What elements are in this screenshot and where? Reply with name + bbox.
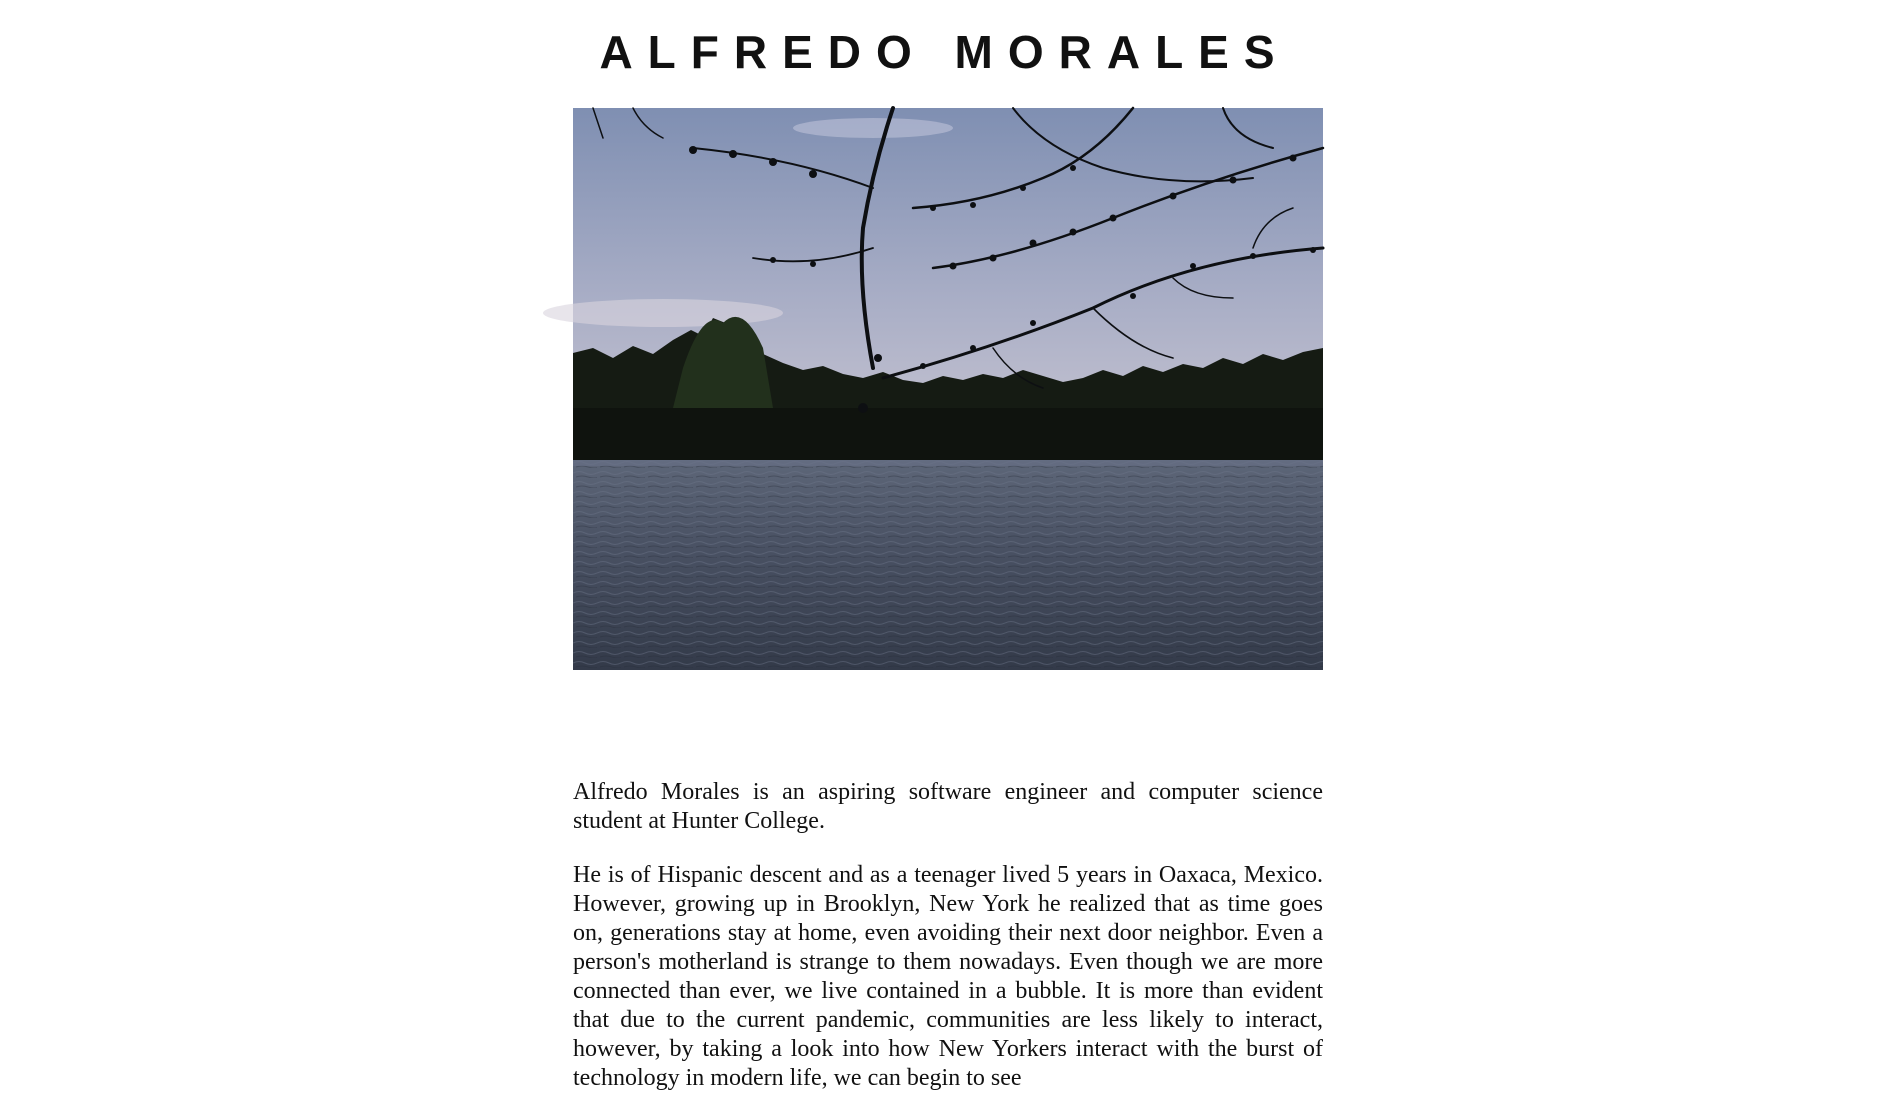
bio-paragraph-intro: Alfredo Morales is an aspiring software engineer and computer science student at Hunter College. <box>573 779 1323 834</box>
site-title: ALFREDO MORALES <box>599 26 1290 78</box>
bio-paragraph-background: He is of Hispanic descent and as a teenager lived 5 years in Oaxaca, Mexico. However, growing up in Brooklyn, New York he realized that as time goes on, generations stay at home, even avoiding their next door neighbor. Even a person's motherland is strange to them nowadays. Even though we are more connected than ever, we live contained in a bubble. It is more than evident that due to the current pandemic, communities are less likely to interact, however, by taking a look into how New Yorkers interact with the burst of technology in modern life, we can begin to see <box>573 862 1323 1091</box>
hero-photo <box>573 108 1323 670</box>
bio-text <box>573 778 1323 1118</box>
